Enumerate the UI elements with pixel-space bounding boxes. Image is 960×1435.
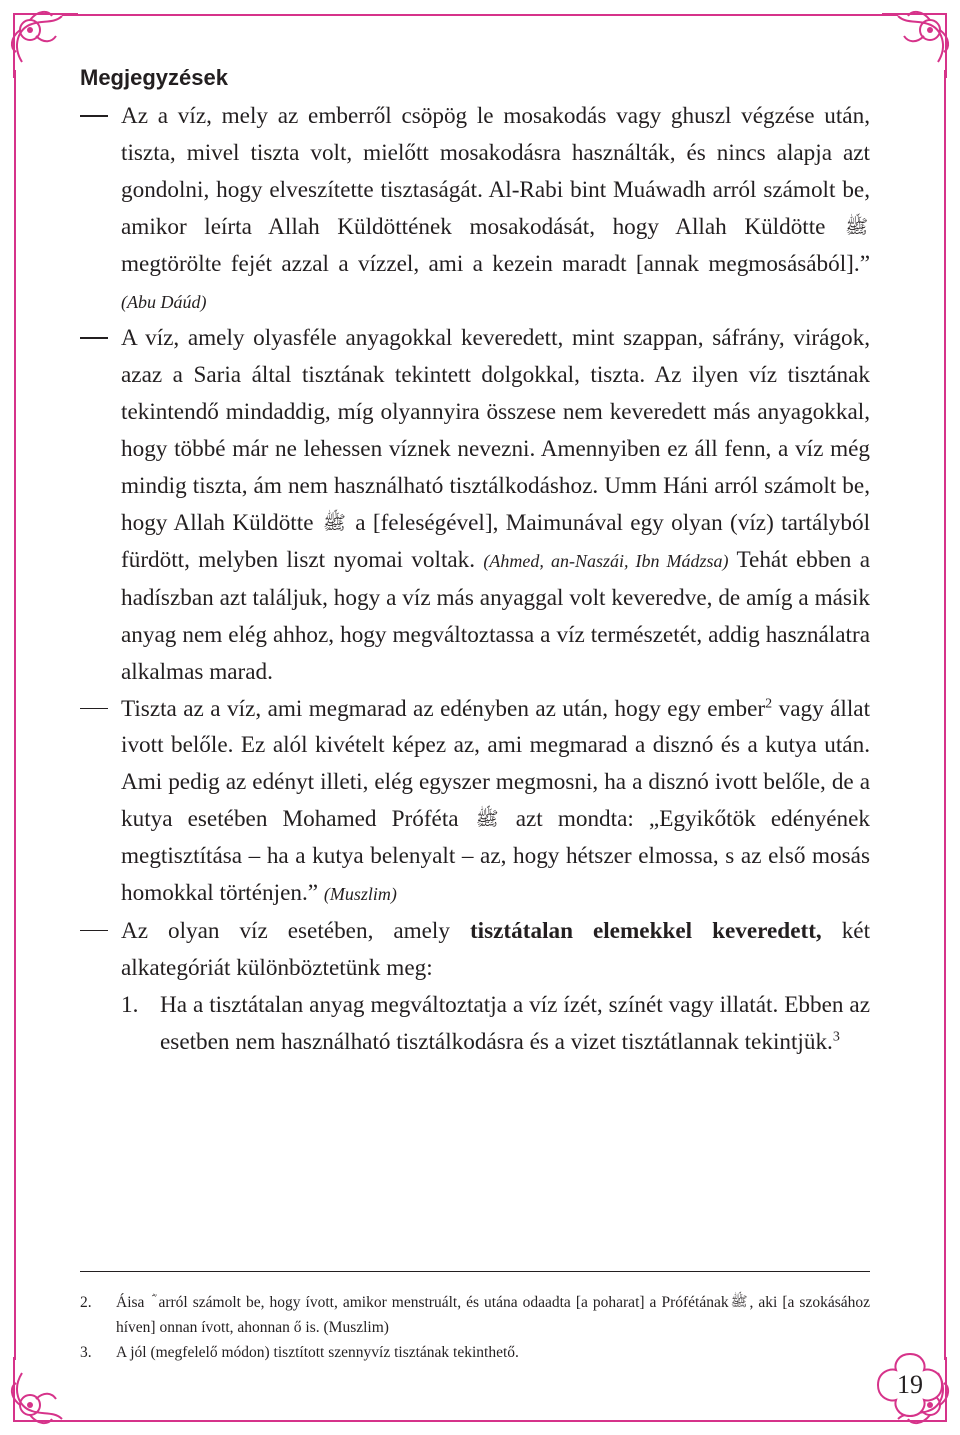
main-content: [80, 58, 870, 1061]
footnote-text: arról számolt be, hogy ívott, amikor menstruált, és utána odaadta [a poharat] a Prófétának: [158, 1294, 729, 1311]
footnote-text: A jól (megfelelő módon) tisztított szennyvíz tisztának tekinthető.: [116, 1344, 519, 1361]
pbuh-glyph-icon: ﷺ: [845, 216, 869, 238]
footnote-ref: 3: [832, 1028, 840, 1044]
item-text-bold: tisztátalan elemekkel keveredett,: [469, 917, 822, 944]
item-text: Az olyan víz esetében, amely: [121, 917, 450, 944]
footnote-number: 3.: [80, 1344, 92, 1361]
dash-bullet: [80, 115, 108, 117]
citation: (Abu Dáúd): [121, 291, 207, 312]
dash-bullet: [80, 708, 108, 710]
footnote-number: 2.: [80, 1294, 92, 1311]
raa-glyph-icon: [149, 1296, 153, 1310]
citation: (Muszlim): [323, 884, 397, 905]
footnote: [80, 1290, 870, 1340]
floral-corner-icon: [2, 2, 80, 80]
floral-corner-icon: [2, 1355, 80, 1433]
border-right: [944, 70, 946, 1360]
numbered-item: [80, 987, 870, 1061]
item-number: 1.: [121, 991, 139, 1018]
page-number: 19: [897, 1370, 923, 1399]
list-item: [80, 691, 870, 913]
citation: (Ahmed, an-Naszái, Ibn Mádzsa): [483, 550, 729, 571]
floral-corner-icon: [880, 2, 958, 80]
border-bottom: [62, 1420, 898, 1422]
list-item: [80, 98, 870, 320]
item-text: a [feleségével], Maimunával egy olyan (víz) tartályból fürdött, melyben liszt nyomai voltak.: [121, 509, 871, 573]
list-item: [80, 320, 870, 690]
item-text: Ha a tisztátalan anyag megváltoztatja a víz ízét, színét vagy illatát. Ebben az esetben nem használható tisztálkodásra és a vizet tisztátlannak tekintjük.: [160, 991, 870, 1055]
item-text: Tehát ebben a hadíszban azt találjuk, hogy a víz más anyaggal volt keveredve, de amíg a másik anyag nem elég ahhoz, hogy megváltoztassa a víz természetét, addig használatra alkalmas marad.: [121, 546, 870, 685]
footnote-divider: [80, 1271, 870, 1272]
item-text: vagy állat ivott belőle. Ez alól kivételt képez az, ami megmarad a disznó és a kutya után. Ami pedig az edényt illeti, elég egyszer megmosni, ha a disznó ivott belőle, de a kutya esetében Mohamed Próféta: [121, 695, 871, 833]
footnotes: [80, 1290, 870, 1365]
footnote-text: Áisa: [116, 1294, 145, 1311]
border-left: [14, 70, 16, 1360]
footnote-text: , aki [a szokásához híven] onnan ívott, ahonnan ő is. (Muszlim): [116, 1294, 871, 1336]
item-text: Tiszta az a víz, ami megmarad az edényben az után, hogy egy ember: [121, 695, 766, 722]
item-text: két alkategóriát különböztetünk meg:: [121, 917, 871, 981]
item-text: Az a víz, mely az emberről csöpög le mosakodás vagy ghuszl végzése után, tiszta, mivel tiszta volt, mielőtt mosakodásra használták, és nincs alapja azt gondolni, hogy elveszítette tisztaságát. Al-Rabi bint Muáwadh arról számolt be, amikor leírta Allah Küldöttének mosakodását, hogy Allah Küldötte: [121, 103, 870, 240]
dash-bullet: [80, 930, 108, 932]
page-number-badge: [872, 1348, 948, 1422]
border-top: [62, 14, 898, 16]
item-text: azt mondta: „Egyikőtök edényének megtisztítása – ha a kutya belenyalt – az, hogy hétszer elmossa, s az első mosás homokkal történjen.”: [121, 806, 871, 907]
section-heading: Megjegyzések: [80, 65, 228, 90]
pbuh-glyph-icon: ﷺ: [322, 512, 346, 534]
pbuh-glyph-icon: ﷺ: [475, 809, 499, 831]
pbuh-glyph-icon: ﷺ: [730, 1295, 748, 1310]
footnote: [80, 1340, 870, 1365]
list-item: [80, 913, 870, 987]
dash-bullet: [80, 337, 108, 339]
item-text: A víz, amely olyasféle anyagokkal keveredett, mint szappan, sáfrány, virágok, azaz a Saria által tisztának tekintett dolgokkal, tiszta. Az ilyen víz tisztának tekintendő mindaddig, míg olyannyira összese nem keveredett más anyagokkal, hogy többé már ne lehessen víznek nevezni. Amennyiben ez áll fenn, a víz még mindig tiszta, ám nem használható tisztálkodáshoz. Umm Háni arról számolt be, hogy Allah Küldötte: [121, 325, 870, 536]
footnote-ref: 2: [765, 695, 773, 711]
item-text: megtörölte fejét azzal a vízzel, ami a kezein maradt [annak megmosásából].”: [121, 250, 870, 277]
